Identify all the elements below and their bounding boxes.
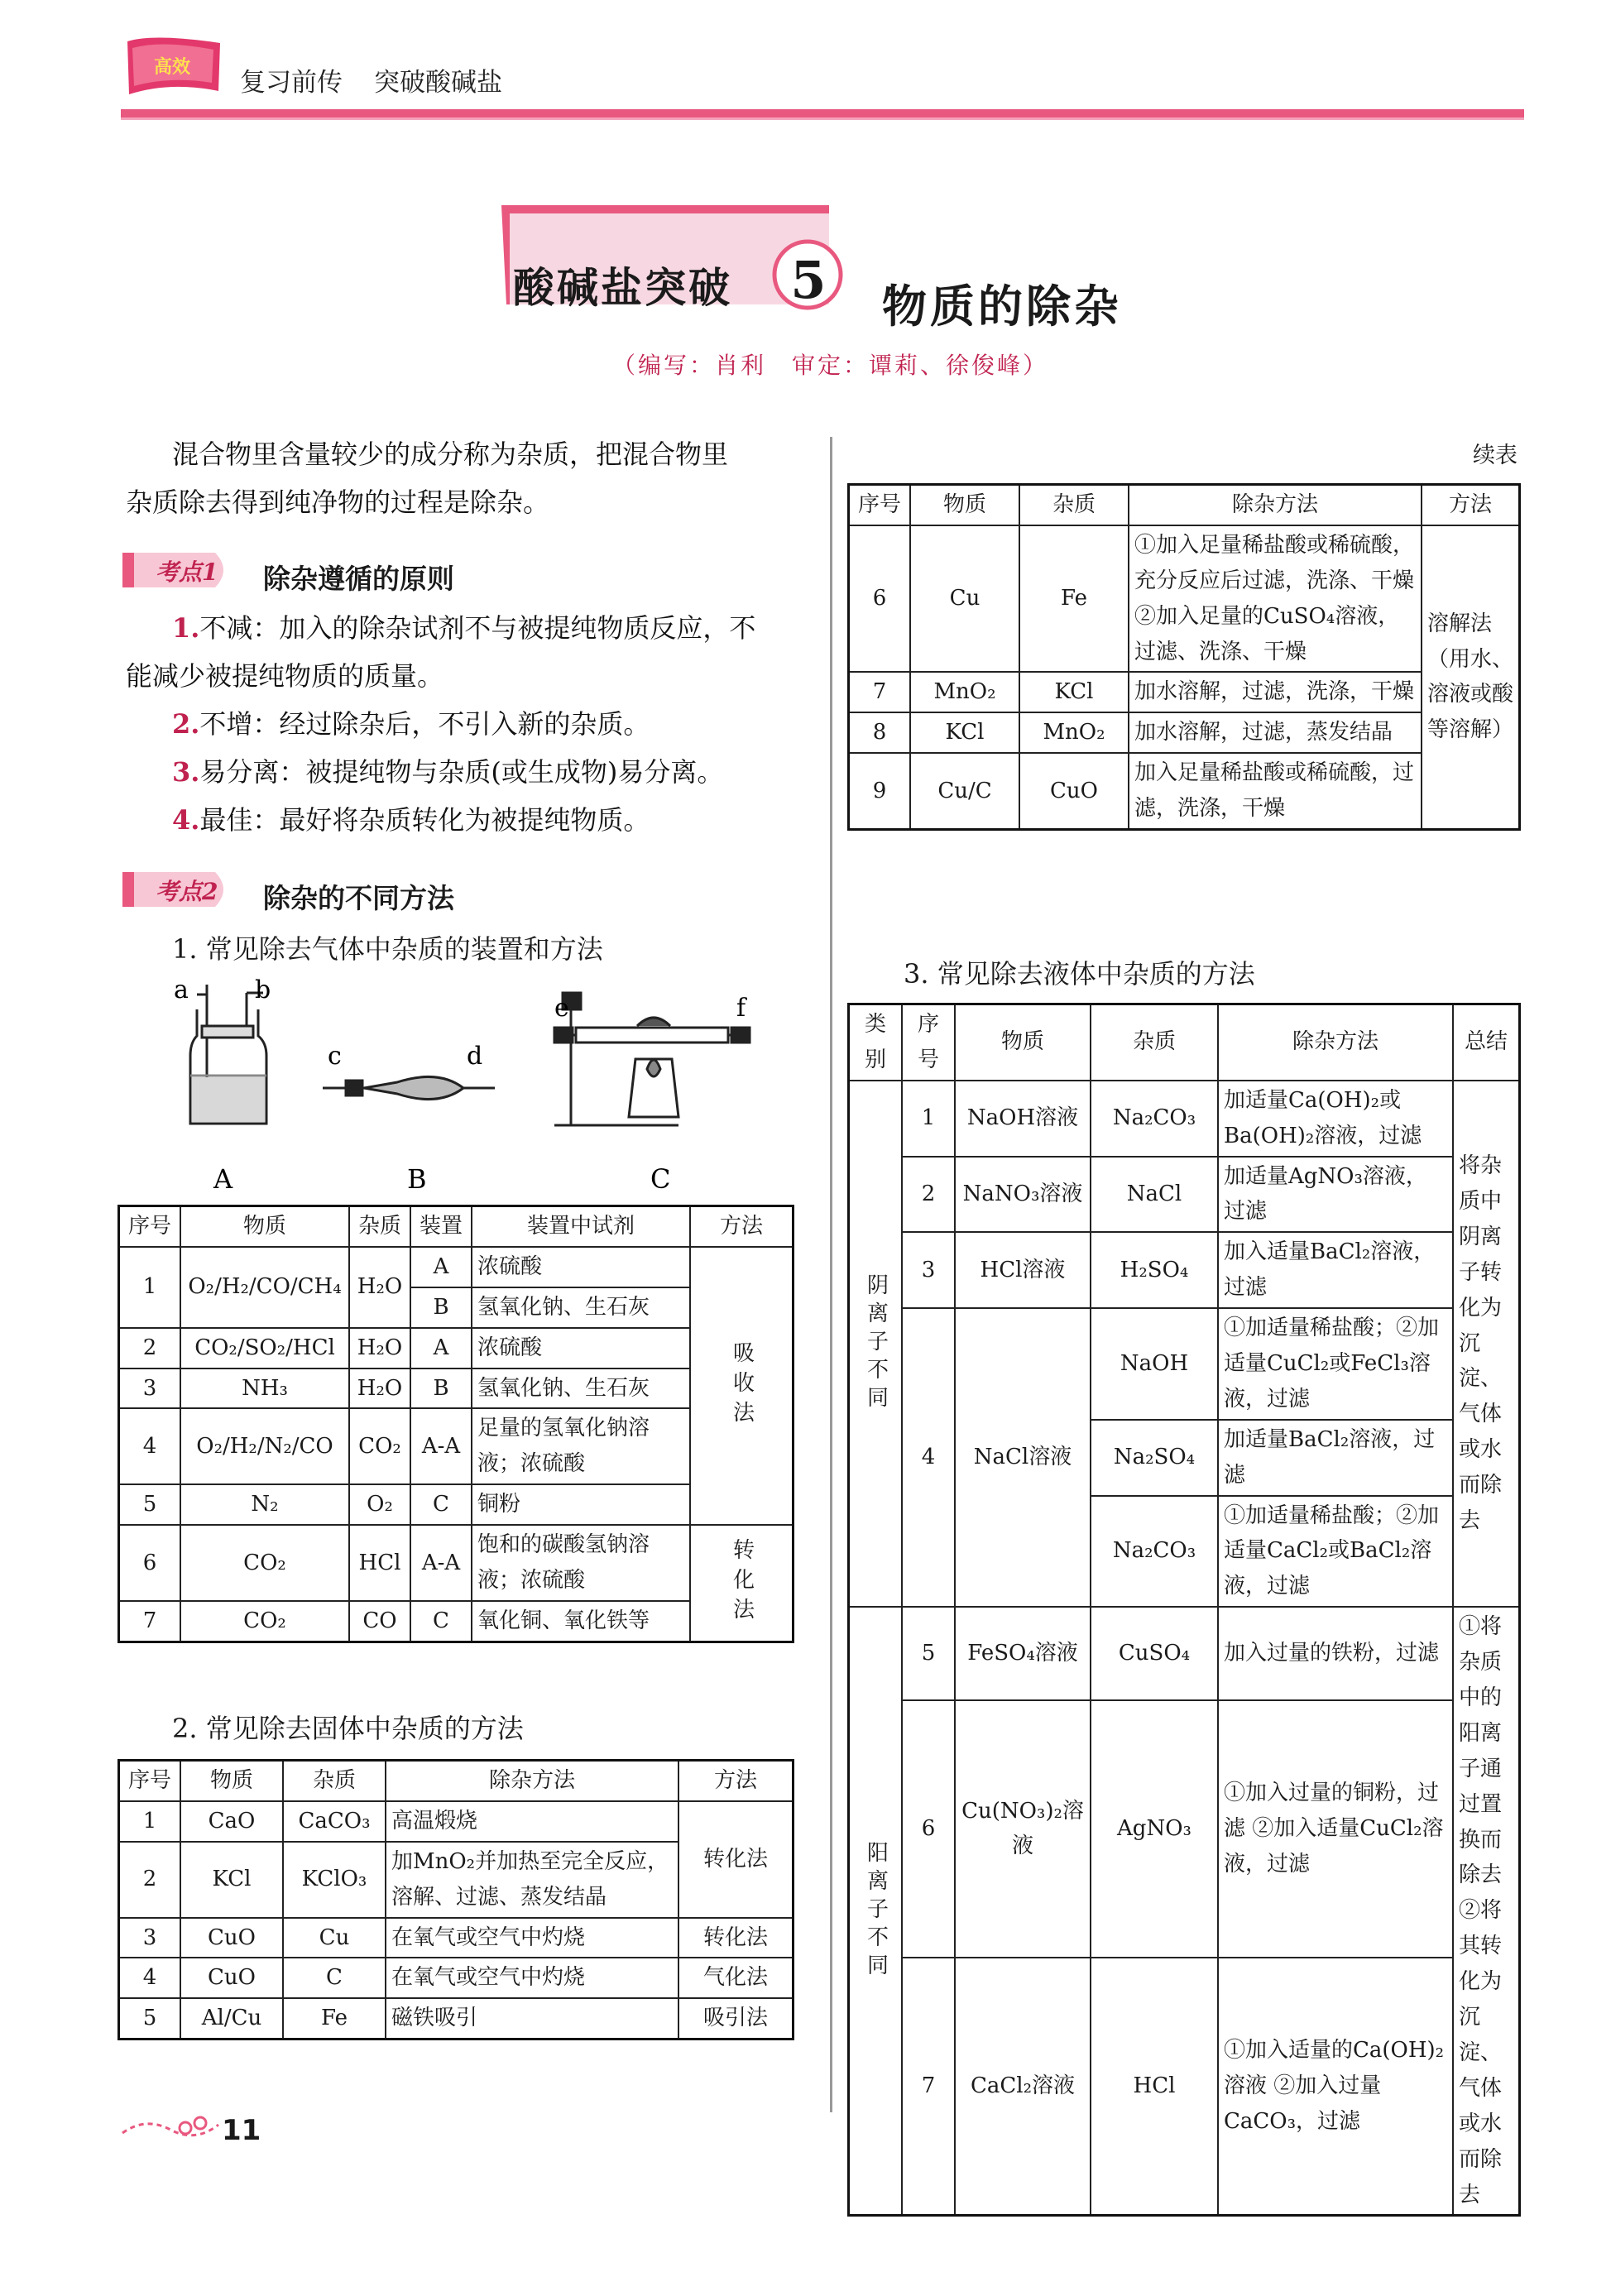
table-cell: 加适量Ca(OH)₂或Ba(OH)₂溶液，过滤 (1218, 1081, 1453, 1157)
header-breadcrumb (240, 61, 534, 98)
header-section: 复习前传 (240, 68, 343, 98)
table-cell: 8 (849, 712, 911, 753)
table-cell: ①加适量稀盐酸；②加适量CuCl₂或FeCl₃溶液，过滤 (1218, 1308, 1453, 1420)
table-cell: O₂ (349, 1484, 410, 1525)
table-cell: Cu (910, 525, 1019, 673)
kp2-tag (116, 867, 275, 912)
table-cell: NaCl溶液 (955, 1308, 1091, 1607)
table-cell: ①加入过量的铜粉，过滤 ②加入适量CuCl₂溶液，过滤 (1218, 1700, 1453, 1958)
credit-line: （编写：肖利 审定：谭莉、徐俊峰） (612, 352, 1049, 379)
table-cell: NaOH溶液 (955, 1081, 1091, 1157)
table-cell: ①加入足量稀盐酸或稀硫酸，充分反应后过滤，洗涤、干燥 ②加入足量的CuSO₄溶液，过滤、洗涤、干燥 (1129, 525, 1422, 673)
table-cell: 在氧气或空气中灼烧 (386, 1958, 678, 1998)
table-cell: 在氧气或空气中灼烧 (386, 1918, 678, 1958)
table-header-cell: 序号 (902, 1004, 955, 1081)
table-cell: 吸引法 (678, 1998, 794, 2039)
header-logo (121, 33, 228, 101)
solid-impurity-table (117, 1759, 794, 2040)
table-header (849, 1004, 1520, 1081)
apparatus-c-heating (554, 993, 750, 1125)
table-header-cell: 除杂方法 (1129, 485, 1422, 525)
table-header-cell: 装置中试剂 (472, 1206, 690, 1247)
table-row (849, 753, 1520, 829)
table-cell: Na₂CO₃ (1091, 1081, 1218, 1157)
table-header-cell: 杂质 (349, 1206, 410, 1247)
table-cell: 加入足量稀盐酸或稀硫酸，过滤，洗涤，干燥 (1129, 753, 1422, 829)
table-cell: NH₃ (180, 1368, 349, 1409)
table-cell: Fe (283, 1998, 386, 2039)
column-divider (830, 437, 832, 2112)
table-row (849, 525, 1520, 673)
table-cell: CO₂ (349, 1408, 410, 1484)
table-cell: 6 (119, 1525, 181, 1601)
table-cell: A (410, 1328, 472, 1368)
label-b: b (255, 976, 271, 1004)
kp1-tag-label: 考点1 (156, 558, 218, 586)
table-cell: CO (349, 1601, 410, 1642)
kp2-tag-label: 考点2 (156, 878, 218, 905)
table-row (119, 1801, 794, 1842)
table-cell: ①加入适量的Ca(OH)₂溶液 ②加入过量CaCO₃，过滤 (1218, 1958, 1453, 2216)
table-header-cell: 总结 (1453, 1004, 1520, 1081)
table-cell: 5 (119, 1484, 181, 1525)
table-row (849, 1081, 1520, 1157)
table-cell: 4 (119, 1958, 181, 1998)
table-cell: FeSO₄溶液 (955, 1607, 1091, 1700)
table-cell: H₂O (349, 1368, 410, 1409)
table-cell: 足量的氢氧化钠溶液；浓硫酸 (472, 1408, 690, 1484)
table-cell: NaCl (1091, 1157, 1218, 1233)
table-cell: 氢氧化钠、生石灰 (472, 1287, 690, 1328)
summary-anion: 将杂质中阴离子转化为沉淀、气体或水而除去 (1453, 1081, 1520, 1607)
method-dissolve: 溶解法（用水、溶液或酸等溶解） (1422, 525, 1520, 830)
label-C: C (650, 1163, 671, 1195)
table-cell: 浓硫酸 (472, 1247, 690, 1287)
table-cell: 3 (119, 1918, 181, 1958)
table-cell: HCl (349, 1525, 410, 1601)
label-f: f (736, 994, 746, 1023)
kp1-tag (116, 548, 275, 592)
table-cell: CaO (180, 1801, 283, 1842)
table-header-cell: 杂质 (1091, 1004, 1218, 1081)
category-anion: 阴离子不同 (849, 1081, 903, 1607)
table-header-cell: 物质 (180, 1206, 349, 1247)
table-header-cell: 杂质 (283, 1761, 386, 1801)
table-header (119, 1761, 794, 1801)
table-cell: O₂/H₂/CO/CH₄ (180, 1247, 349, 1328)
table-header-cell: 物质 (180, 1761, 283, 1801)
table-header-cell: 除杂方法 (1218, 1004, 1453, 1081)
table-cell: CaCO₃ (283, 1801, 386, 1842)
table-row (849, 1958, 1520, 2216)
table-cell: 1 (119, 1801, 181, 1842)
table-cell: 5 (902, 1607, 955, 1700)
table-row (849, 1232, 1520, 1308)
table-cell: KCl (910, 712, 1019, 753)
table-cell: 2 (119, 1328, 181, 1368)
apparatus-a-bottle (190, 985, 266, 1124)
liquid-impurity-table (847, 1003, 1521, 2217)
table-header-cell: 物质 (955, 1004, 1091, 1081)
table-row (849, 1700, 1520, 1958)
table-cell: 3 (119, 1368, 181, 1409)
table-cell: A-A (410, 1525, 472, 1601)
table-header-cell: 除杂方法 (386, 1761, 678, 1801)
label-c: c (328, 1042, 342, 1071)
table-cell: CO₂/SO₂/HCl (180, 1328, 349, 1368)
table-cell: CuO (180, 1918, 283, 1958)
table-cell: 加水溶解，过滤，蒸发结晶 (1129, 712, 1422, 753)
label-B: B (407, 1163, 427, 1195)
table-cell: 高温煅烧 (386, 1801, 678, 1842)
table-cell: ①加适量稀盐酸；②加适量CaCl₂或BaCl₂溶液，过滤 (1218, 1496, 1453, 1608)
table-cell: Na₂CO₃ (1091, 1496, 1218, 1608)
table-cell: B (410, 1287, 472, 1328)
table-cell: 转化法 (678, 1918, 794, 1958)
table-header-cell: 序号 (849, 485, 911, 525)
table-cell: H₂O (349, 1247, 410, 1328)
intro-paragraph (126, 430, 804, 526)
table-row (849, 672, 1520, 712)
table-cell: CO₂ (180, 1601, 349, 1642)
table-cell: CuO (180, 1958, 283, 1998)
table-cell: 5 (119, 1998, 181, 2039)
table-row (849, 712, 1520, 753)
table-cell: N₂ (180, 1484, 349, 1525)
kp1-item-1-cont: 能减少被提纯物质的质量。 (126, 660, 444, 692)
table-cell: H₂O (349, 1328, 410, 1368)
table-cell: KCl (1019, 672, 1129, 712)
table-cell: 3 (902, 1232, 955, 1308)
table-header-cell: 方法 (690, 1206, 794, 1247)
table-row (119, 1918, 794, 1958)
kp1-item-1: 1.不减：加入的除杂试剂不与被提纯物质反应，不 (172, 612, 756, 644)
table-cell: 加入适量BaCl₂溶液，过滤 (1218, 1232, 1453, 1308)
header-topic: 突破酸碱盐 (374, 68, 502, 98)
table-cell: A-A (410, 1408, 472, 1484)
table-cell: NaOH (1091, 1308, 1218, 1420)
table-row (119, 1958, 794, 1998)
intro-line-2: 杂质除去得到纯净物的过程是除杂。 (126, 487, 550, 518)
table-cell: 加适量BaCl₂溶液，过滤 (1218, 1420, 1453, 1496)
label-d: d (467, 1042, 483, 1071)
table-row (849, 1308, 1520, 1420)
table-cell: 加MnO₂并加热至完全反应，溶解、过滤、蒸发结晶 (386, 1842, 678, 1918)
table-cell: Cu/C (910, 753, 1019, 829)
footer-ornament (121, 2108, 220, 2153)
table-cell: B (410, 1368, 472, 1409)
table-cell: O₂/H₂/N₂/CO (180, 1408, 349, 1484)
apparatus-svg (165, 976, 794, 1200)
table-cell: 铜粉 (472, 1484, 690, 1525)
table-cell: Cu (283, 1918, 386, 1958)
label-a: a (174, 976, 189, 1004)
table-cell: 6 (849, 525, 911, 673)
table-cell: MnO₂ (1019, 712, 1129, 753)
table-cell: A (410, 1247, 472, 1287)
category-cation: 阳离子不同 (849, 1607, 903, 2216)
table-cell: NaNO₃溶液 (955, 1157, 1091, 1233)
table-header-cell: 方法 (678, 1761, 794, 1801)
table-cell: 2 (902, 1157, 955, 1233)
table-row (119, 1998, 794, 2039)
table-cell: Al/Cu (180, 1998, 283, 2039)
title-number: 5 (790, 250, 827, 310)
summary-cation: ①将杂质中的阳离子通过置换而除去 ②将其转化为沉淀、气体或水而除去 (1453, 1607, 1520, 2216)
table-cell: 4 (119, 1408, 181, 1484)
table-cell: CaCl₂溶液 (955, 1958, 1091, 2216)
table-row (849, 1157, 1520, 1233)
title-series: 酸碱盐突破 (513, 264, 732, 312)
table-cell: HCl (1091, 1958, 1218, 2216)
table-cell: CO₂ (180, 1525, 349, 1601)
header-divider-thin (121, 117, 1524, 120)
intro-line-1: 混合物里含量较少的成分称为杂质，把混合物里 (172, 439, 729, 470)
table-cell: H₂SO₄ (1091, 1232, 1218, 1308)
apparatus-b-tube (323, 1076, 495, 1099)
table-header-cell: 杂质 (1019, 485, 1129, 525)
table-cell: 1 (119, 1247, 181, 1328)
table-cell: Na₂SO₄ (1091, 1420, 1218, 1496)
table-cell: 7 (902, 1958, 955, 2216)
label-e: e (554, 994, 569, 1023)
table-cell: C (410, 1601, 472, 1642)
table-cell: 饱和的碳酸氢钠溶液；浓硫酸 (472, 1525, 690, 1601)
method-absorb: 吸收法 (690, 1247, 794, 1525)
kp1-item-2: 2.不增：经过除杂后，不引入新的杂质。 (172, 708, 650, 740)
table-cell: 6 (902, 1700, 955, 1958)
table-header-cell: 物质 (910, 485, 1019, 525)
table-cell: 气化法 (678, 1958, 794, 1998)
kp2-subheading-solid: 2. 常见除去固体中杂质的方法 (172, 1713, 524, 1744)
svg-text:高效: 高效 (153, 57, 191, 78)
table-cell: 加水溶解，过滤，洗涤，干燥 (1129, 672, 1422, 712)
kp1-list (126, 604, 804, 844)
table-row (119, 1525, 794, 1601)
table-cell: 磁铁吸引 (386, 1998, 678, 2039)
table-cell: AgNO₃ (1091, 1700, 1218, 1958)
table-cell: 浓硫酸 (472, 1328, 690, 1368)
method-convert: 转化法 (690, 1525, 794, 1642)
table-cell: 加适量AgNO₃溶液，过滤 (1218, 1157, 1453, 1233)
table-row (119, 1247, 794, 1287)
table-cell: Cu(NO₃)₂溶液 (955, 1700, 1091, 1958)
solid-impurity-table-continued (847, 483, 1521, 831)
table-cell: 2 (119, 1842, 181, 1918)
table-cell: 7 (119, 1601, 181, 1642)
table-cell: KCl (180, 1842, 283, 1918)
table-cell: 4 (902, 1308, 955, 1607)
table-cell: HCl溶液 (955, 1232, 1091, 1308)
table-cell: MnO₂ (910, 672, 1019, 712)
table-cell: Fe (1019, 525, 1129, 673)
page-number: 11 (222, 2114, 261, 2147)
table-row (849, 1607, 1520, 1700)
table-cell: C (410, 1484, 472, 1525)
kp2-title: 除杂的不同方法 (263, 882, 454, 914)
table-cell: 氢氧化钠、生石灰 (472, 1368, 690, 1409)
table-cell: CuSO₄ (1091, 1607, 1218, 1700)
page-title: 物质的除杂 (882, 280, 1122, 333)
table-header-cell: 方法 (1422, 485, 1520, 525)
kp2-subheading-gas: 1. 常见除去气体中杂质的装置和方法 (172, 933, 603, 965)
table-header (119, 1206, 794, 1247)
table-cell: 氧化铜、氧化铁等 (472, 1601, 690, 1642)
apparatus-figure (165, 976, 794, 1200)
table-header-cell: 序号 (119, 1761, 181, 1801)
label-A: A (213, 1163, 233, 1195)
table-cell: 7 (849, 672, 911, 712)
table-header-cell: 序号 (119, 1206, 181, 1247)
continued-label: 续表 (1473, 443, 1518, 468)
table-cell: CuO (1019, 753, 1129, 829)
table-cell: 转化法 (678, 1801, 794, 1918)
table-cell: 加入过量的铁粉，过滤 (1218, 1607, 1453, 1700)
table-cell: 9 (849, 753, 911, 829)
kp1-title: 除杂遵循的原则 (263, 563, 454, 595)
table-header (849, 485, 1520, 525)
table-header-cell: 类别 (849, 1004, 903, 1081)
header-divider (121, 109, 1524, 117)
table-cell: 1 (902, 1081, 955, 1157)
kp1-item-3: 3.易分离：被提纯物与杂质(或生成物)易分离。 (172, 756, 724, 788)
kp1-item-4: 4.最佳：最好将杂质转化为被提纯物质。 (172, 804, 650, 836)
table-cell: KClO₃ (283, 1842, 386, 1918)
gas-impurity-table (117, 1205, 794, 1643)
table-cell: C (283, 1958, 386, 1998)
kp2-subheading-liquid: 3. 常见除去液体中杂质的方法 (904, 958, 1255, 990)
table-header-cell: 装置 (410, 1206, 472, 1247)
